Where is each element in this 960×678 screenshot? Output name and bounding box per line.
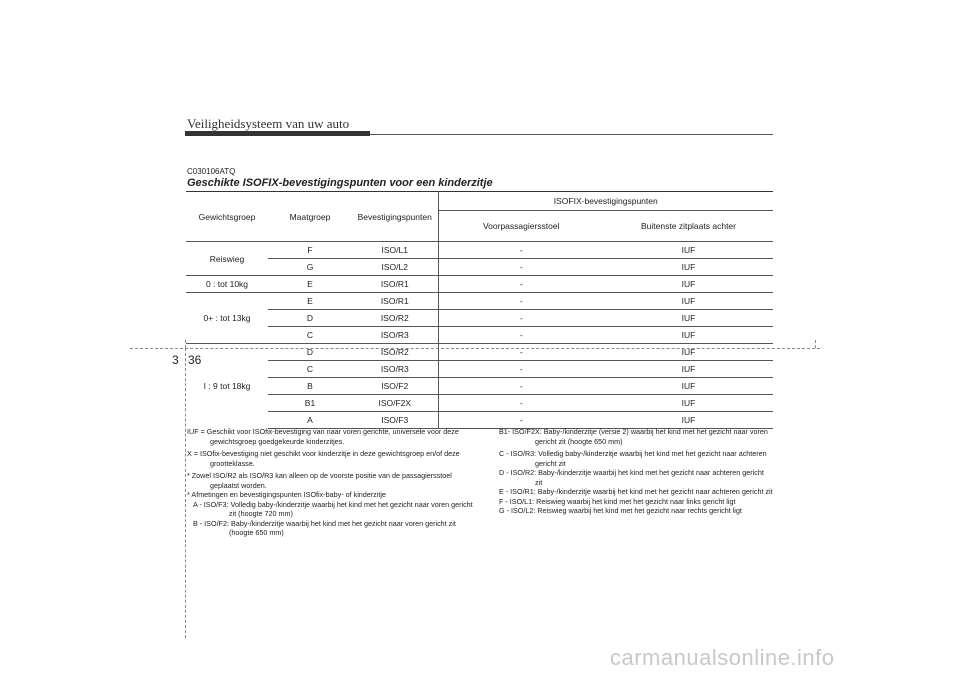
table-row (186, 395, 773, 412)
maat-cell: F (268, 242, 352, 259)
achter-cell: IUF (604, 378, 773, 395)
maat-cell: C (268, 361, 352, 378)
achter-cell: IUF (604, 276, 773, 293)
watermark: carmanualsonline.info (610, 645, 835, 670)
table-header-row (186, 192, 773, 211)
achter-cell: IUF (604, 344, 773, 361)
achter-cell: IUF (604, 412, 773, 429)
header-title: Veiligheidsysteem van uw auto (187, 116, 350, 131)
note-iuf: IUF = Geschikt voor ISOfix-bevestiging van naar voren gerichte, universele voor deze gewichtsgroep goedgekeurde kinderzitjes. (187, 427, 459, 446)
group-cell: 0+ : tot 13kg (186, 293, 268, 344)
punt-cell: ISO/R2 (352, 310, 438, 327)
punt-cell: ISO/F2 (352, 378, 438, 395)
punt-cell: ISO/L2 (352, 259, 438, 276)
notes-left (187, 427, 474, 538)
section-code: C030106ATQ (187, 167, 236, 176)
table-row (186, 276, 773, 293)
voor-cell: - (438, 327, 604, 344)
note-a: A - ISO/F3: Volledig baby-/kinderzitje waarbij het kind met het gezicht naar voren gericht zit (hoogte 720 mm) (193, 499, 473, 518)
voor-cell: - (438, 293, 604, 310)
note-g: G - ISO/L2: Reiswieg waarbij het kind met het gezicht naar rechts gericht ligt (499, 506, 742, 515)
voor-cell: - (438, 395, 604, 412)
note-d: D - ISO/R2: Baby-/kinderzitje waarbij het kind met het gezicht naar achteren gericht zit (499, 468, 764, 487)
top-dashed-tick-right (815, 340, 816, 348)
voor-cell: - (438, 242, 604, 259)
header-buitenste: Buitenste zitplaats achter (604, 211, 773, 242)
voor-cell: - (438, 361, 604, 378)
maat-cell: B1 (268, 395, 352, 412)
table-row (186, 242, 773, 259)
page-number: 36 (188, 353, 202, 367)
punt-cell: ISO/F3 (352, 412, 438, 429)
punt-cell: ISO/R2 (352, 344, 438, 361)
maat-cell: D (268, 310, 352, 327)
table-row (186, 344, 773, 361)
footer-dashed-vertical (185, 348, 186, 638)
maat-cell: C (268, 327, 352, 344)
table-row (186, 259, 773, 276)
voor-cell: - (438, 378, 604, 395)
table-row (186, 412, 773, 429)
achter-cell: IUF (604, 293, 773, 310)
table-row (186, 361, 773, 378)
achter-cell: IUF (604, 310, 773, 327)
header-bar (185, 131, 370, 136)
achter-cell: IUF (604, 327, 773, 344)
notes-right (493, 427, 773, 516)
header-voorpassagier: Voorpassagiersstoel (438, 211, 604, 242)
group-cell: Reiswieg (186, 242, 268, 276)
header-isofix: ISOFIX-bevestigingspunten (438, 192, 773, 211)
voor-cell: - (438, 310, 604, 327)
achter-cell: IUF (604, 259, 773, 276)
maat-cell: E (268, 276, 352, 293)
table-row (186, 293, 773, 310)
maat-cell: D (268, 344, 352, 361)
footer-dashed-rule (130, 348, 820, 349)
voor-cell: - (438, 259, 604, 276)
chapter-number: 3 (172, 353, 179, 367)
header-rule (370, 134, 773, 135)
voor-cell: - (438, 276, 604, 293)
maat-cell: G (268, 259, 352, 276)
table-row (186, 378, 773, 395)
maat-cell: E (268, 293, 352, 310)
achter-cell: IUF (604, 361, 773, 378)
note-f: F - ISO/L1: Reiswieg waarbij het kind met het gezicht naar links gericht ligt (499, 496, 736, 506)
achter-cell: IUF (604, 242, 773, 259)
punt-cell: ISO/L1 (352, 242, 438, 259)
maat-cell: A (268, 412, 352, 429)
punt-cell: ISO/R1 (352, 293, 438, 310)
table-row (186, 327, 773, 344)
isofix-table (186, 191, 773, 429)
note-c: C - ISO/R3: Volledig baby-/kinderzitje waarbij het kind met het gezicht naar achteren gericht zit (499, 449, 767, 468)
note-afmetingen: * Afmetingen en bevestigingspunten ISOfix-baby- of kinderzitje (187, 490, 386, 499)
table-row (186, 310, 773, 327)
note-x: X = ISOfix-bevestiging niet geschikt voor kinderzitje in deze gewichtsgroep en/of deze grootteklasse. (187, 449, 460, 468)
punt-cell: ISO/R3 (352, 361, 438, 378)
header-maatgroep: Maatgroep (268, 192, 352, 242)
section-title: Geschikte ISOFIX-bevestigingspunten voor een kinderzitje (187, 177, 493, 189)
header-bevestigingspunten: Bevestigingspunten (352, 192, 438, 242)
voor-cell: - (438, 412, 604, 429)
note-b: B - ISO/F2: Baby-/kinderzitje waarbij het kind met het gezicht naar voren gericht zit (hoogte 650 mm) (193, 518, 456, 537)
note-iso-r2-r3: * Zowel ISO/R2 als ISO/R3 kan alleen op de voorste positie van de passagiersstoel geplaatst worden. (187, 471, 452, 490)
punt-cell: ISO/R3 (352, 327, 438, 344)
header-gewichtsgroep: Gewichtsgroep (186, 192, 268, 242)
punt-cell: ISO/F2X (352, 395, 438, 412)
group-cell: 0 : tot 10kg (186, 276, 268, 293)
achter-cell: IUF (604, 395, 773, 412)
note-b1: B1- ISO/F2X: Baby-/kinderzitje (versie 2) waarbij het kind met het gezicht naar voren gericht zit (hoogte 650 mm) (499, 427, 768, 446)
maat-cell: B (268, 378, 352, 395)
punt-cell: ISO/R1 (352, 276, 438, 293)
note-e: E - ISO/R1: Baby-/kinderzitje waarbij het kind met het gezicht naar achteren gericht zit (499, 487, 773, 496)
voor-cell: - (438, 344, 604, 361)
group-cell: I : 9 tot 18kg (186, 344, 268, 429)
top-dashed-tick-left (185, 340, 186, 348)
